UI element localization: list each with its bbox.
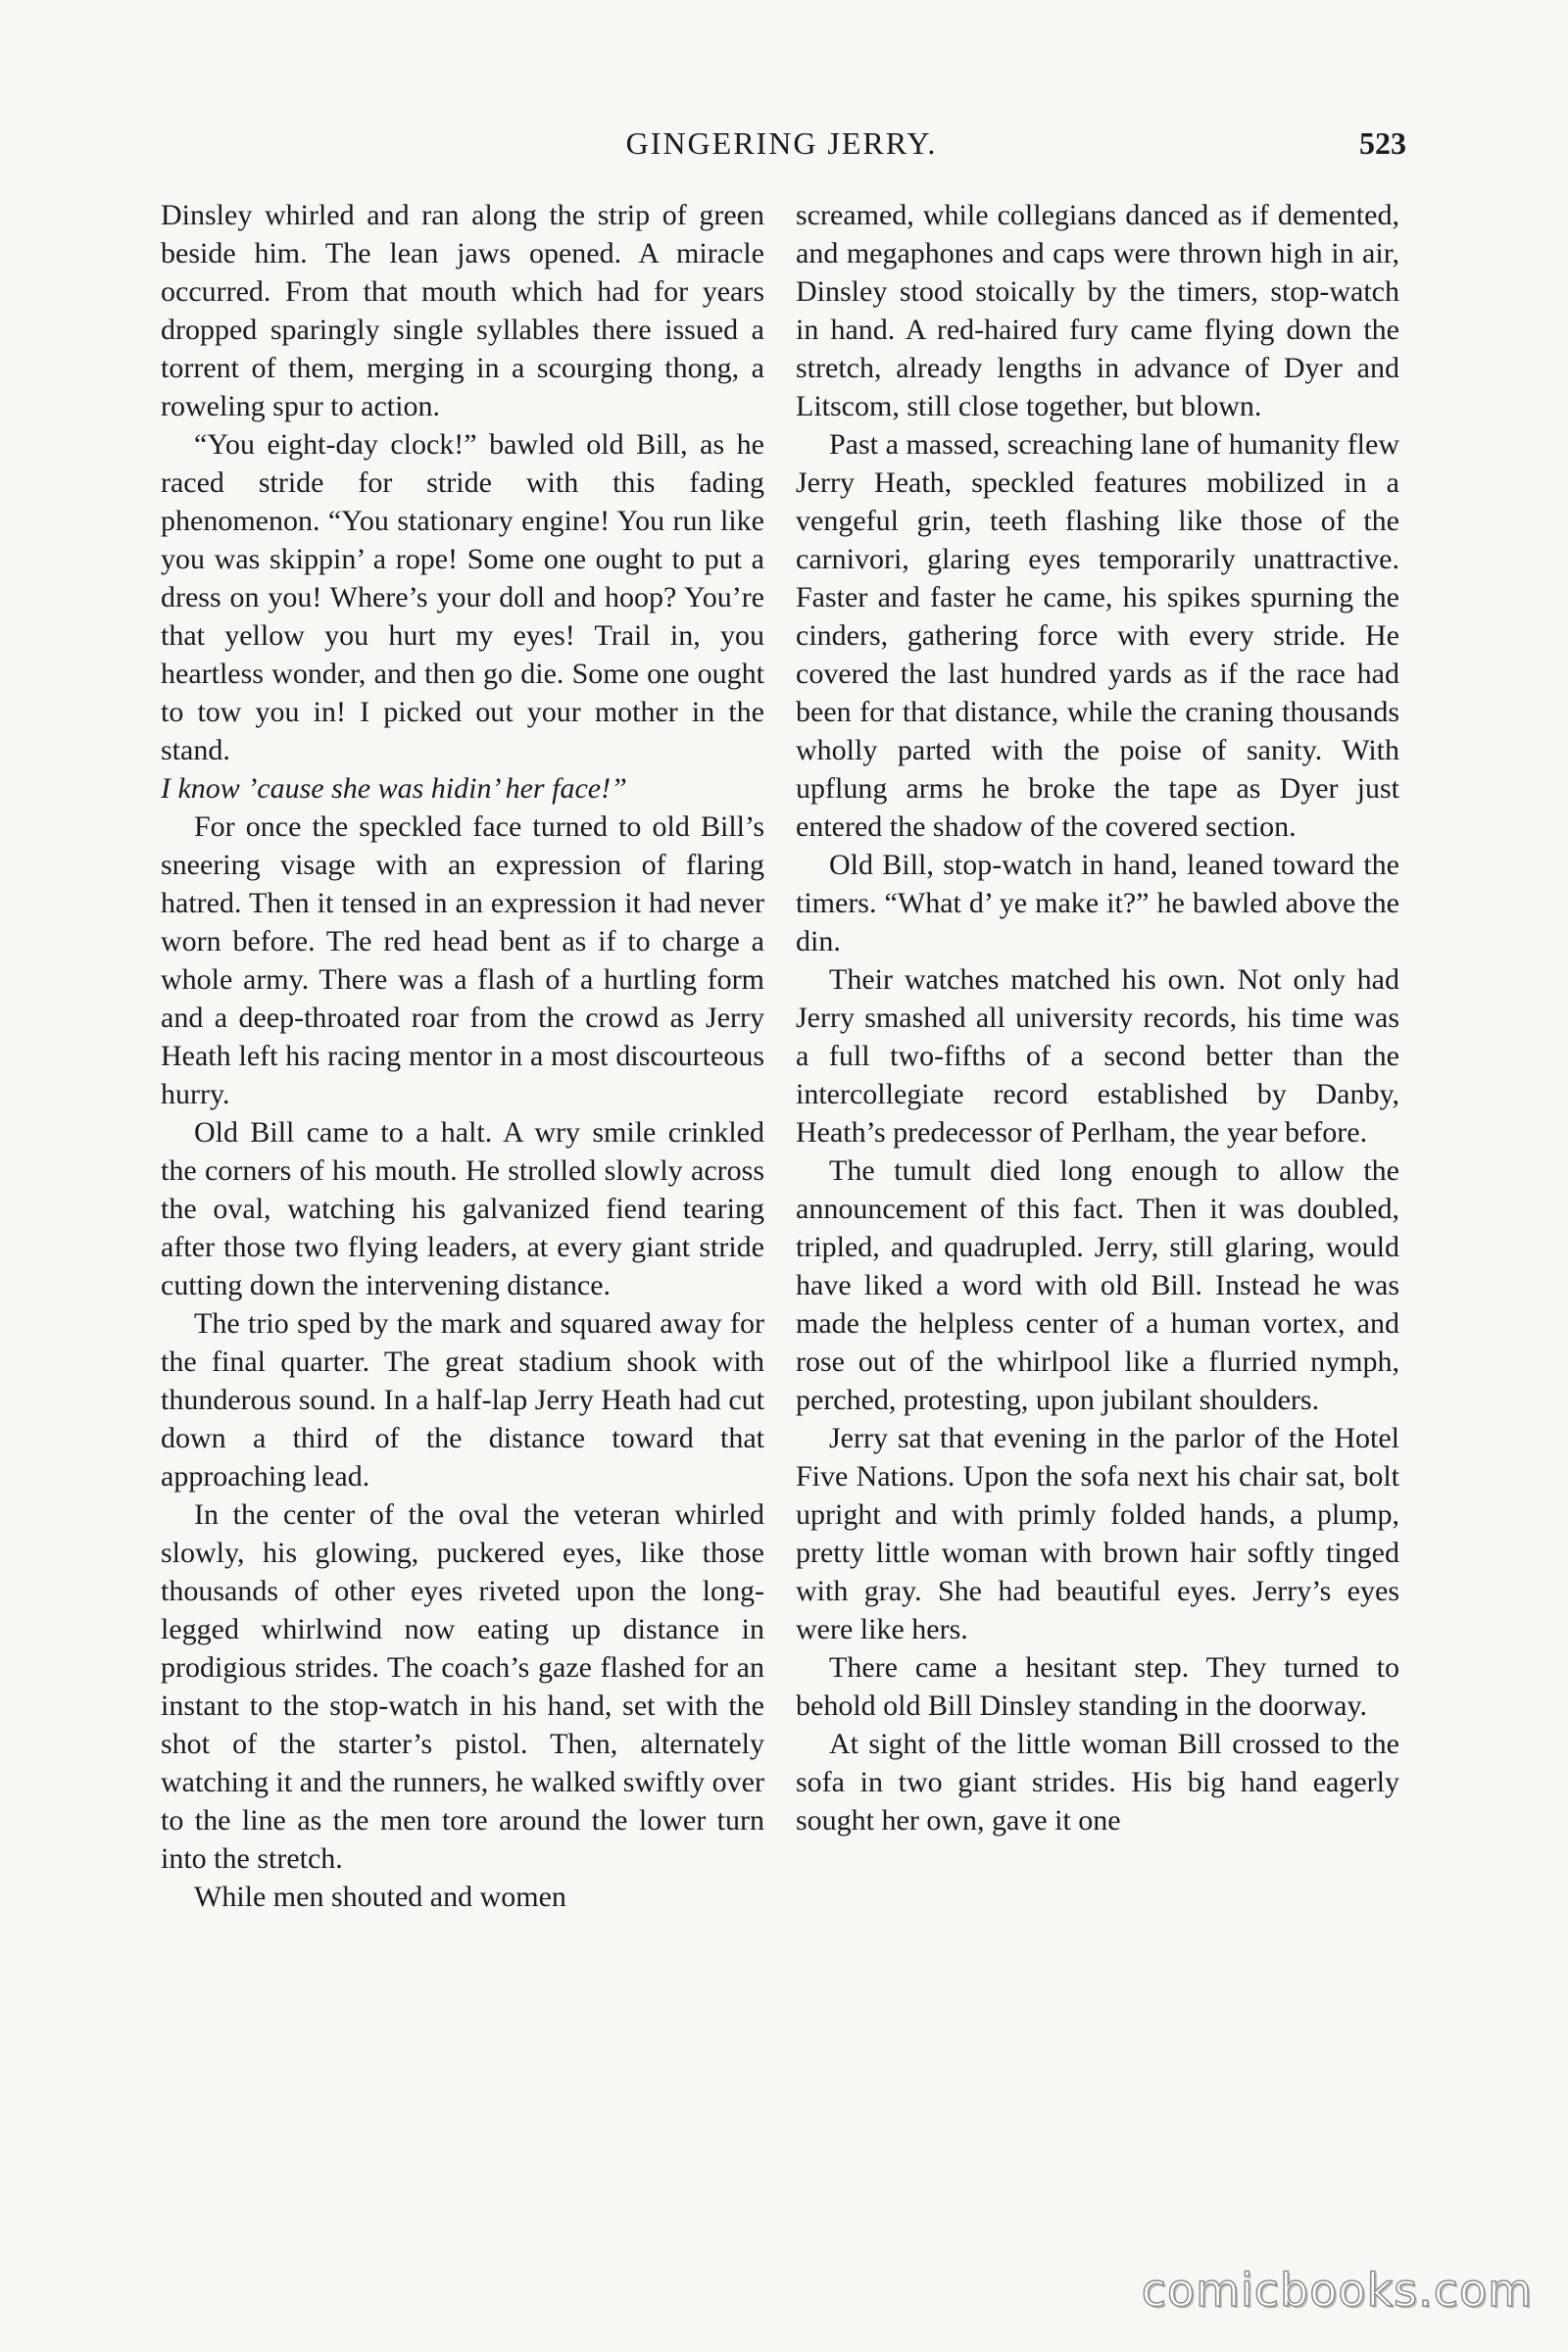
paragraph: For once the speckled face turned to old Bill’s sneering visage with an expression of flaring hatred. Then it tensed in an expression it had never worn before. The red head bent as if to charge a whole army. There was a flash of a hurtling form and a deep-throated roar from the crowd as Jerry Heath left his racing mentor in a most discourteous hurry. bbox=[161, 810, 764, 1110]
left-column bbox=[161, 196, 764, 1916]
paragraph: Old Bill came to a halt. A wry smile crinkled the corners of his mouth. He strolled slowly across the oval, watching his galvanized fiend tearing after those two flying leaders, at every giant stride cutting down the intervening distance. bbox=[161, 1116, 764, 1301]
paragraph: While men shouted and women bbox=[194, 1881, 566, 1913]
paragraph: Old Bill, stop-watch in hand, leaned toward the timers. “What d’ ye make it?” he bawled above the din. bbox=[796, 849, 1399, 957]
paragraph: “You eight-day clock!” bawled old Bill, as he raced stride for stride with this fading phenomenon. “You stationary engine! You run like you was skippin’ a rope! Some one ought to put a dress on you! Where’s your doll and hoop? You’re that yellow you hurt my eyes! Trail in, you heartless wonder, and then go die. Some one ought to tow you in! I picked out your mother in the stand. bbox=[161, 428, 764, 766]
running-title: GINGERING JERRY. bbox=[625, 125, 938, 161]
paragraph: screamed, while collegians danced as if demented, and megaphones and caps were thrown high in air, Dinsley stood stoically by the timers, stop-watch in hand. A red-haired fury came flying down the stretch, already lengths in advance of Dyer and Litscom, still close together, but blown. bbox=[796, 199, 1399, 422]
page-number: 523 bbox=[1359, 125, 1406, 161]
watermark-logo: comicbooks.com bbox=[1141, 2264, 1533, 2317]
paragraph: The trio sped by the mark and squared away for the final quarter. The great stadium shook with thunderous sound. In a half-lap Jerry Heath had cut down a third of the distance toward that approaching lead. bbox=[161, 1307, 764, 1493]
paragraph: Jerry sat that evening in the parlor of the Hotel Five Nations. Upon the sofa next his chair sat, bolt upright and with primly folded hands, a plump, pretty little woman with brown hair softly tinged with gray. She had beautiful eyes. Jerry’s eyes were like hers. bbox=[796, 1422, 1399, 1645]
paragraph: Their watches matched his own. Not only had Jerry smashed all university records, his time was a full two-fifths of a second better than the intercollegiate record established by Danby, Heath’s predecessor of Perlham, the year before. bbox=[796, 963, 1399, 1149]
paragraph: At sight of the little woman Bill crossed to the sofa in two giant strides. His big hand eagerly sought her own, gave it one bbox=[796, 1728, 1399, 1837]
paragraph: In the center of the oval the veteran whirled slowly, his glowing, puckered eyes, like those thousands of other eyes riveted upon the long-legged whirlwind now eating up distance in prodigious strides. The coach’s gaze flashed for an instant to the stop-watch in his hand, set with the shot of the starter’s pistol. Then, alternately watching it and the runners, he walked swiftly over to the line as the men tore around the lower turn into the stretch. bbox=[161, 1498, 764, 1875]
paragraph: The tumult died long enough to allow the announcement of this fact. Then it was doubled, tripled, and quadrupled. Jerry, still glaring, would have liked a word with old Bill. Instead he was made the helpless center of a human vortex, and rose out of the whirlpool like a flurried nymph, perched, protesting, upon jubilant shoulders. bbox=[796, 1154, 1399, 1416]
paragraph: There came a hesitant step. They turned to behold old Bill Dinsley standing in the doorway. bbox=[796, 1651, 1399, 1722]
paragraph: Past a massed, screaching lane of humanity flew Jerry Heath, speckled features mobilized in a vengeful grin, teeth flashing like those of the carnivori, glaring eyes temporarily unattractive. Faster and faster he came, his spikes spurning the cinders, gathering force with every stride. He covered the last hundred yards as if the race had been for that distance, while the craning thousands wholly parted with the poise of sanity. With upflung arms he broke the tape as Dyer just entered the shadow of the covered section. bbox=[796, 428, 1399, 843]
page-header bbox=[157, 125, 1406, 169]
paragraph: Dinsley whirled and ran along the strip of green beside him. The lean jaws opened. A miracle occurred. From that mouth which had for years dropped sparingly single syllables there issued a torrent of them, merging in a scourging thong, a roweling spur to action. bbox=[161, 199, 764, 422]
paragraph-italic: I know ’cause she was hidin’ her face!” bbox=[161, 772, 627, 805]
right-column bbox=[796, 196, 1399, 1839]
